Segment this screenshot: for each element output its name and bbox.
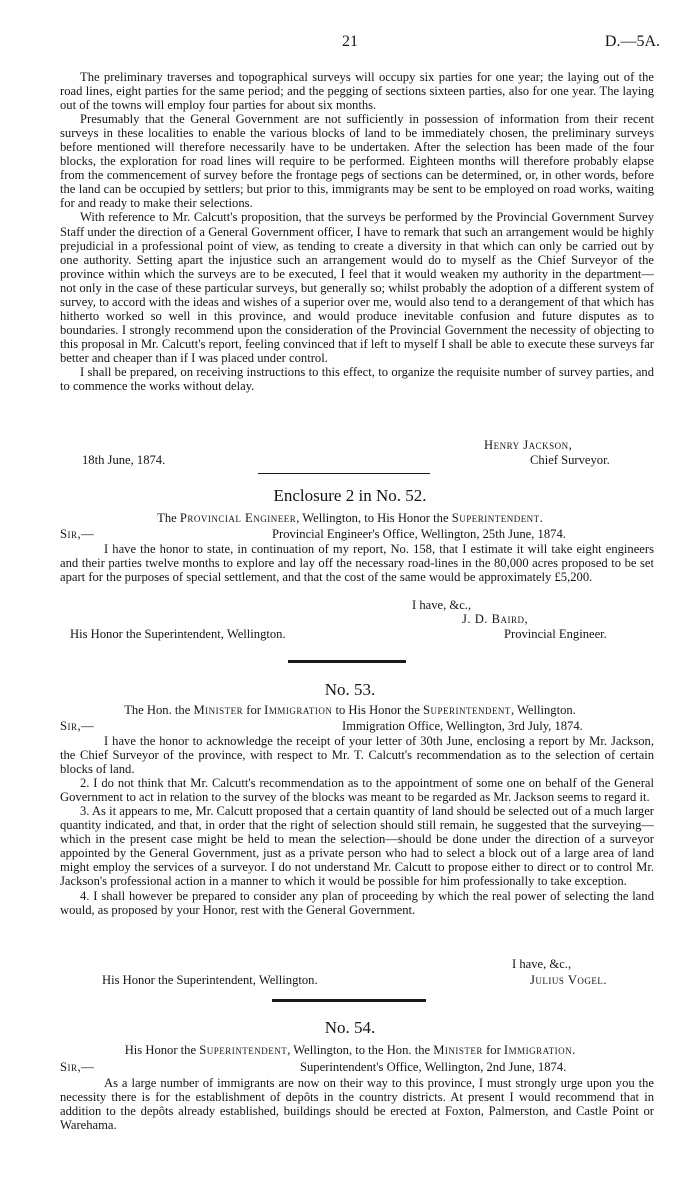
section-heading: No. 54. [324, 1018, 376, 1037]
paragraph: I have the honor to state, in continuation of my report, No. 158, that I estimate it will take eight engineers and their parties twelve months to explore and lay off the necessary road-lines in the 80,000 acres proposed to be set apart for the purposes of special settlement, and that the cost of the same would be approximately £5,200. [60, 542, 654, 585]
paragraph: Presumably that the General Government are not sufficiently in possession of information from their recent surveys in these localities to enable the various blocks of land to be immediately chosen, the preliminary surveys before mentioned will therefore necessarily have to be undertaken. After the selection has been made of the four blocks, the exploration for road lines will require to be performed. Eighteen months will therefore probably elapse from the commencement of survey before the frontage pegs of sections can be determined, or, in other words, before the land can be occupied by settlers; but prior to this, immigrants may be sent to be employed on road works, waiting for and ready to make their selections. [60, 112, 654, 211]
paragraph: 4. I shall however be prepared to consider any plan of proceeding by which the real power of selecting the land would, as proposed by your Honor, rest with the General Government. [60, 888, 654, 917]
letter-address: Superintendent's Office, Wellington, 2nd June, 1874. [300, 1060, 567, 1074]
paragraph: As a large number of immigrants are now on their way to this province, I must strongly urge upon you the necessity there is for the establishment of depôts in the country districts. At present I would recommend that in addition to the depôts already established, buildings should be erected at Foxton, Palmerston, and Castle Point or Warehama. [60, 1076, 654, 1133]
paragraph: 2. I do not think that Mr. Calcutt's recommendation as to the appointment of some one on behalf of the General Government to act in relation to the survey of the blocks was meant to be regarded as Mr. Jackson seems to regard it. [60, 776, 654, 805]
paragraph: With reference to Mr. Calcutt's proposition, that the surveys be performed by the Provincial Government Survey Staff under the direction of a General Government officer, I have to remark that such an arrangement would be highly prejudicial in a professional point of view, as tending to create a diversity in that which can only be carried out by one authority. Setting apart the injustice such an arrangement would do to myself as the Chief Surveyor of the province within which the surveys are to be executed, I feel that it would weaken my authority in the department—not only in the case of these particular surveys, but generally so; whilst probably the adoption of a different system of survey, to accord with the ideas and wishes of a superior over me, would also tend to a derangement of that which has hitherto worked so well in this province, and would produce inevitable confusion and future disputes as to boundaries. I strongly recommend upon the consideration of the Provincial Government the necessity of objecting to this proposal in Mr. Calcutt's report, feeling convinced that if left to myself I shall be able to execute these surveys far better and cheaper than if I was placed under control. [60, 210, 654, 365]
letter-from-line: His Honor the Superintendent, Wellington, to the Hon. the Minister for Immigration. [124, 1043, 576, 1057]
letter-body [60, 542, 654, 584]
addressee: His Honor the Superintendent, Wellington. [102, 973, 318, 987]
letter-body [60, 1076, 654, 1132]
divider [288, 660, 406, 663]
letter-from-line: The Hon. the Minister for Immigration to His Honor the Superintendent, Wellington. [124, 703, 576, 717]
page-number: 21 [342, 33, 358, 50]
letter-closing: I have, &c., [412, 598, 472, 612]
intro-text [60, 70, 654, 393]
paragraph: I shall be prepared, on receiving instructions to this effect, to organize the requisite number of survey parties, and to commence the works without delay. [60, 364, 654, 394]
document-reference: D.—5A. [604, 33, 660, 50]
letter-address: Provincial Engineer's Office, Wellington, 25th June, 1874. [272, 527, 566, 541]
paragraph: 3. As it appears to me, Mr. Calcutt proposed that a certain quantity of land should be selected out of a much larger quantity indicated, and that, in order that the right of selection should still remain, he suggested that the surveying—which in the present case might be held to mean the selection—should be done under the direction of a surveyor appointed by the General Government, just as a private person who had to select a block out of a large area of land might employ the services of a surveyor. I do not understand Mr. Calcutt to propose either to direct or to control Mr. Jackson's professional action in a manner to which it would be possible for him professionally to take exception. [60, 804, 654, 889]
divider [258, 473, 430, 474]
signature-name: Henry Jackson, [484, 438, 573, 452]
paragraph: The preliminary traverses and topographical surveys will occupy six parties for one year; the laying out of the road lines, eight parties for the same period; and the pegging of sections sixteen parties, also for one year. The laying out of the towns will employ four parties for about six months. [60, 70, 654, 113]
addressee: His Honor the Superintendent, Wellington. [70, 627, 286, 641]
signature-name: J. D. Baird, [462, 612, 529, 626]
salutation: Sir,— [60, 719, 95, 733]
signature-title: Chief Surveyor. [530, 453, 610, 467]
letter-from-line: The Provincial Engineer, Wellington, to His Honor the Superintendent. [157, 511, 543, 525]
signature-title: Provincial Engineer. [504, 627, 607, 641]
section-heading: No. 53. [324, 680, 376, 699]
salutation: Sir,— [60, 1060, 95, 1074]
letter-body [60, 734, 654, 917]
letter-address: Immigration Office, Wellington, 3rd July, 1874. [342, 719, 583, 733]
letter-closing: I have, &c., [512, 957, 572, 971]
salutation: Sir,— [60, 527, 95, 541]
section-heading: Enclosure 2 in No. 52. [273, 486, 427, 505]
letter-date: 18th June, 1874. [82, 453, 166, 467]
paragraph: I have the honor to acknowledge the receipt of your letter of 30th June, enclosing a report by Mr. Jackson, the Chief Surveyor of the province, with respect to Mr. T. Calcutt's recommendation as to the selection of certain blocks of land. [60, 734, 654, 777]
signature-name: Julius Vogel. [530, 973, 608, 987]
divider [272, 999, 426, 1002]
